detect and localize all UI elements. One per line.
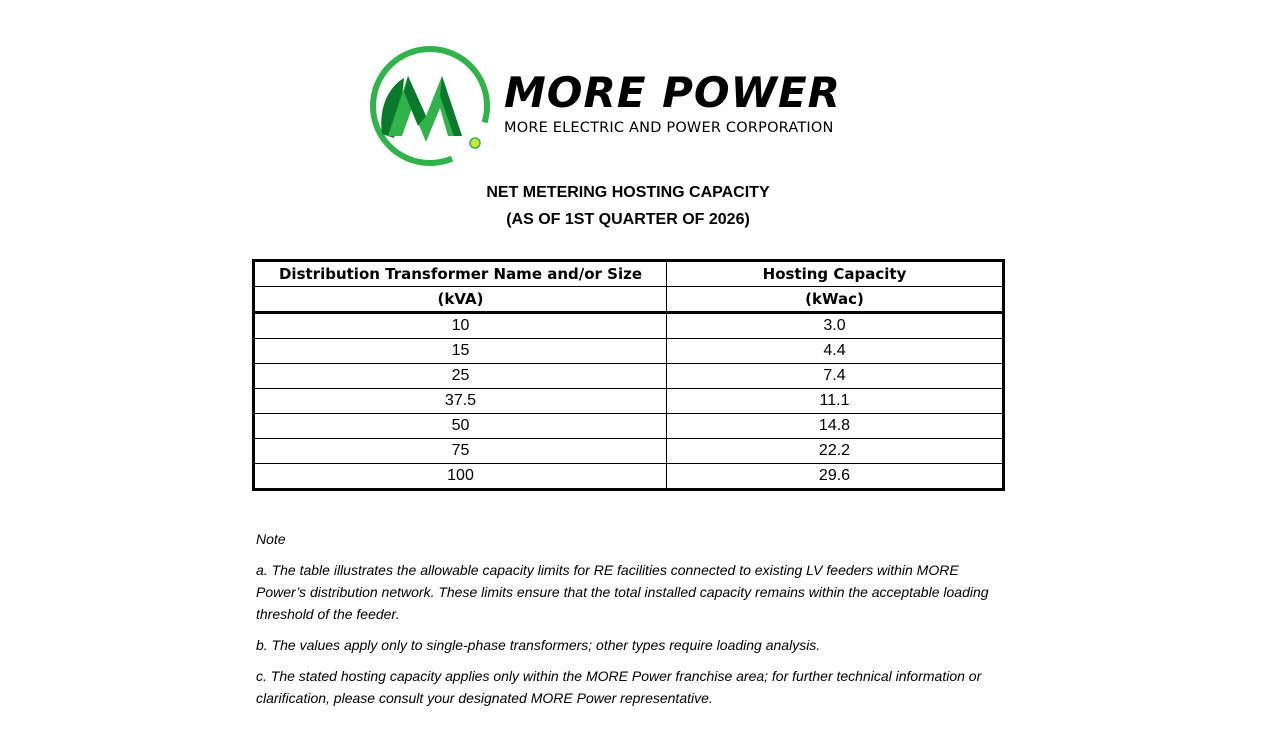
table-cell: 11.1 xyxy=(667,389,1004,414)
page-title: NET METERING HOSTING CAPACITY xyxy=(486,184,770,201)
table-row xyxy=(254,414,1004,439)
notes-heading: Note xyxy=(256,531,286,547)
note-a: a. The table illustrates the allowable capacity limits for RE facilities connected to existing LV feeders within MORE Power’s distribution network. These limits ensure that the total installed capacity remains within the acceptable loading threshold of the feeder. xyxy=(256,562,989,622)
hosting-capacity-table xyxy=(252,259,1005,491)
table-cell: 29.6 xyxy=(667,464,1004,490)
table-cell: 4.4 xyxy=(667,339,1004,364)
table-cell: 100 xyxy=(254,464,667,490)
company-logo xyxy=(368,46,862,168)
table-row xyxy=(254,339,1004,364)
table-row xyxy=(254,389,1004,414)
table-cell: 15 xyxy=(254,339,667,364)
table-row xyxy=(254,313,1004,339)
unit-kwac: (kWac) xyxy=(667,287,1004,313)
table-row xyxy=(254,439,1004,464)
unit-kva: (kVA) xyxy=(254,287,667,313)
table-cell: 22.2 xyxy=(667,439,1004,464)
table-row xyxy=(254,464,1004,490)
more-power-leaf-m-logo-icon xyxy=(368,46,498,168)
table-cell: 37.5 xyxy=(254,389,667,414)
page-subtitle: (AS OF 1ST QUARTER OF 2026) xyxy=(506,211,750,228)
header-hosting-capacity: Hosting Capacity xyxy=(667,261,1004,287)
table-cell: 25 xyxy=(254,364,667,389)
table-cell: 75 xyxy=(254,439,667,464)
notes-section xyxy=(256,528,1006,718)
brand-name: MORE POWER xyxy=(504,68,841,117)
table-cell: 14.8 xyxy=(667,414,1004,439)
note-b: b. The values apply only to single-phase transformers; other types require loading analysis. xyxy=(256,637,821,653)
table-header-row xyxy=(254,261,1004,287)
table-cell: 3.0 xyxy=(667,313,1004,339)
table-cell: 7.4 xyxy=(667,364,1004,389)
table-units-row xyxy=(254,287,1004,313)
table-row xyxy=(254,364,1004,389)
table-cell: 10 xyxy=(254,313,667,339)
note-c: c. The stated hosting capacity applies only within the MORE Power franchise area; for further technical information or clarification, please consult your designated MORE Power representative. xyxy=(256,668,982,706)
brand-subtitle: MORE ELECTRIC AND POWER CORPORATION xyxy=(504,120,834,136)
table-cell: 50 xyxy=(254,414,667,439)
header-transformer: Distribution Transformer Name and/or Size xyxy=(254,261,667,287)
